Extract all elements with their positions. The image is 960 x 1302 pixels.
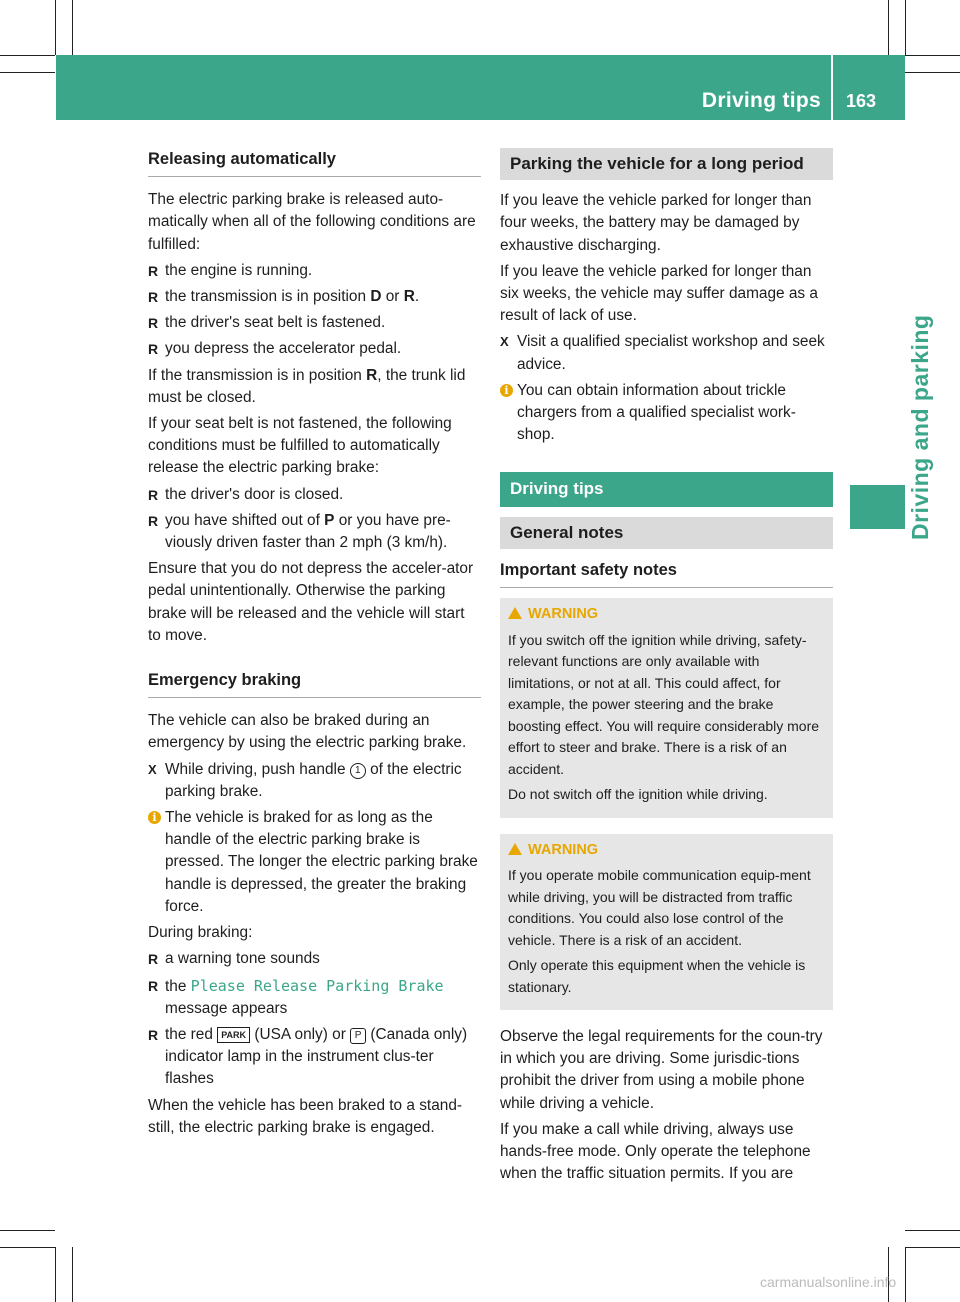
paragraph: If the transmission is in position R, the trunk lid must be closed. bbox=[148, 366, 466, 406]
list-item: R the red PARK (USA only) or P (Canada only) indicator lamp in the instrument clus-ter flashes bbox=[148, 1024, 481, 1091]
info-note: i You can obtain information about trickle chargers from a qualified specialist work-shop. bbox=[500, 380, 833, 447]
list-item: R the engine is running. bbox=[148, 260, 481, 282]
list-item: R the driver's door is closed. bbox=[148, 484, 481, 506]
subsection-heading-general: General notes bbox=[500, 517, 833, 549]
paragraph: Ensure that you do not depress the acceler-ator pedal unintentionally. Otherwise the parking brake will be released and the vehicle will start to move. bbox=[148, 560, 474, 644]
paragraph: If your seat belt is not fastened, the following conditions must be fulfilled to automatically release the electric parking brake: bbox=[148, 415, 452, 477]
left-column bbox=[148, 148, 481, 1143]
side-tab-label: Driving and parking bbox=[907, 314, 933, 540]
crop-mark bbox=[905, 55, 960, 56]
paragraph: During braking: bbox=[148, 924, 253, 942]
crop-mark bbox=[55, 1247, 56, 1302]
crop-mark bbox=[905, 72, 960, 73]
p-indicator-icon: P bbox=[350, 1028, 366, 1044]
paragraph: The vehicle can also be braked during an emergency by using the electric parking brake. bbox=[148, 712, 467, 752]
warning-text: If you operate mobile communication equip-ment while driving, you will be distracted from traffic conditions. You could also lose control of the vehicle. There is a risk of an accident. bbox=[508, 867, 811, 948]
subsection-heading-safety: Important safety notes bbox=[500, 559, 833, 588]
section-heading-driving-tips: Driving tips bbox=[500, 472, 833, 506]
paragraph: If you leave the vehicle parked for longer than four weeks, the battery may be damaged by exhaustive discharging. bbox=[500, 192, 812, 254]
crop-mark bbox=[72, 0, 73, 55]
crop-mark bbox=[0, 1247, 55, 1248]
action-step: X Visit a qualified specialist workshop and seek advice. bbox=[500, 331, 833, 375]
warning-triangle-icon bbox=[508, 607, 522, 619]
crop-mark bbox=[905, 1247, 960, 1248]
warning-text: Only operate this equipment when the vehicle is stationary. bbox=[508, 957, 806, 995]
park-indicator-icon: PARK bbox=[217, 1027, 250, 1043]
list-item: R you have shifted out of P or you have pre-viously driven faster than 2 mph (3 km/h). bbox=[148, 510, 481, 554]
page-number: 163 bbox=[846, 91, 877, 111]
crop-mark bbox=[0, 55, 55, 56]
watermark: carmanualsonline.info bbox=[760, 1274, 897, 1290]
paragraph: The electric parking brake is released auto-matically when all of the following conditions are fulfilled: bbox=[148, 191, 476, 253]
info-icon: i bbox=[500, 384, 513, 397]
crop-mark bbox=[55, 0, 56, 55]
info-note: i The vehicle is braked for as long as the handle of the electric parking brake is pressed. The longer the electric parking brake handle is depressed, the greater the braking force. bbox=[148, 807, 481, 918]
crop-mark bbox=[72, 1247, 73, 1302]
right-column bbox=[500, 148, 833, 1189]
warning-box bbox=[500, 598, 833, 818]
page-header bbox=[56, 55, 905, 120]
crop-mark bbox=[905, 0, 906, 55]
header-separator bbox=[831, 55, 833, 120]
warning-box bbox=[500, 834, 833, 1011]
list-item: R a warning tone sounds bbox=[148, 948, 481, 970]
warning-text: If you switch off the ignition while driving, safety-relevant functions are only available with limitations, or not at all. This could affect, for example, the power steering and the brake boosting effect. You will require considerably more effort to steer and brake. There is a risk of an accident. bbox=[508, 631, 820, 777]
paragraph: If you leave the vehicle parked for longer than six weeks, the vehicle may suffer damage as a result of lack of use. bbox=[500, 262, 818, 325]
info-icon: i bbox=[148, 811, 161, 824]
crop-mark bbox=[905, 1230, 960, 1231]
action-step: X While driving, push handle 1 of the electric parking brake. bbox=[148, 759, 481, 803]
warning-triangle-icon bbox=[508, 843, 522, 855]
side-tab-marker bbox=[850, 485, 905, 529]
list-item: R the driver's seat belt is fastened. bbox=[148, 312, 481, 334]
header-title: Driving tips bbox=[701, 89, 821, 112]
paragraph: When the vehicle has been braked to a stand-still, the electric parking brake is engaged. bbox=[148, 1096, 462, 1136]
warning-label: WARNING bbox=[528, 841, 599, 858]
handle-number-icon: 1 bbox=[350, 763, 366, 779]
side-tab bbox=[850, 120, 933, 540]
crop-mark bbox=[0, 1230, 55, 1231]
list-item: R you depress the accelerator pedal. bbox=[148, 338, 481, 360]
list-item: R the transmission is in position D or R. bbox=[148, 286, 481, 308]
warning-text: Do not switch off the ignition while driving. bbox=[508, 786, 768, 803]
paragraph: Observe the legal requirements for the coun-try in which you are driving. Some jurisdic-tions prohibit the driver from using a mobile phone while driving a vehicle. bbox=[500, 1028, 823, 1112]
paragraph: If you make a call while driving, always use hands-free mode. Only operate the telephone when the traffic situation permits. If you are bbox=[500, 1120, 811, 1183]
crop-mark bbox=[0, 72, 55, 73]
list-item: R the Please Release Parking Brake message appears bbox=[148, 975, 481, 1020]
display-message: Please Release Parking Brake bbox=[190, 976, 444, 995]
crop-mark bbox=[905, 1247, 906, 1302]
crop-mark bbox=[888, 0, 889, 55]
section-heading-parking: Parking the vehicle for a long period bbox=[500, 148, 833, 180]
section-heading-emergency: Emergency braking bbox=[148, 669, 481, 698]
section-heading-releasing: Releasing automatically bbox=[148, 148, 481, 177]
warning-label: WARNING bbox=[528, 606, 599, 623]
